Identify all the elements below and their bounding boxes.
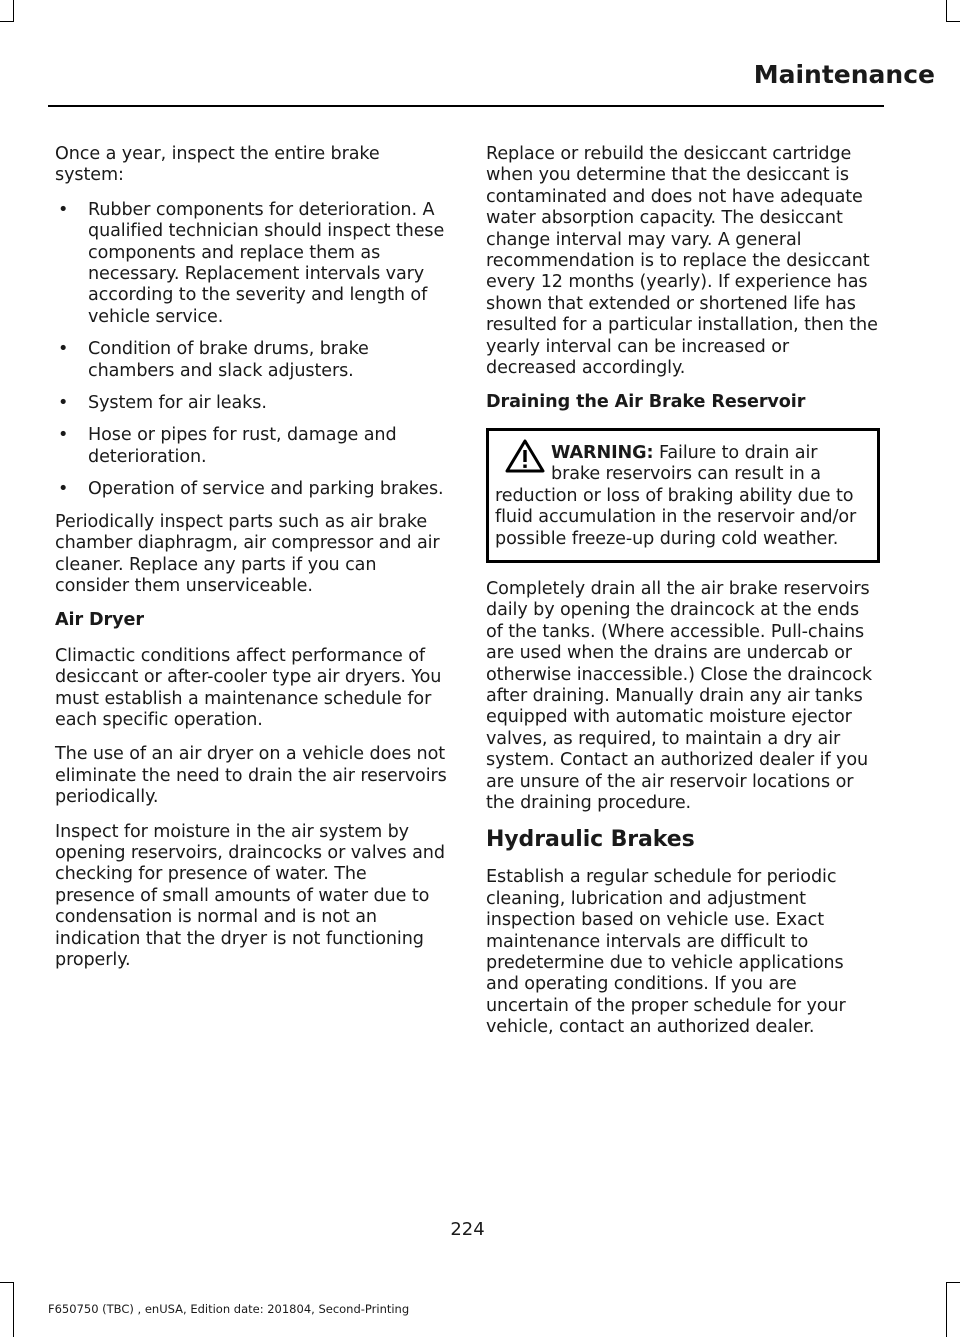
right-column xyxy=(486,144,880,1052)
crop-mark-bottom-right-horizontal xyxy=(946,1282,960,1283)
list-item-text: System for air leaks. xyxy=(88,393,267,414)
air-dryer-paragraph-3: Inspect for moisture in the air system by opening reservoirs, draincocks or valves and checking for presence of water. The presence of small amounts of water due to condensation is normal and is not an indication that the dryer is not functioning properly. xyxy=(55,821,445,970)
air-dryer-heading: Air Dryer xyxy=(55,610,144,631)
crop-mark-top-left-vertical xyxy=(13,0,14,22)
list-item xyxy=(55,339,447,382)
bullet-glyph: • xyxy=(58,199,69,220)
bullet-glyph: • xyxy=(58,479,69,500)
list-item-text: Operation of service and parking brakes. xyxy=(88,479,444,500)
crop-mark-top-right-horizontal xyxy=(946,21,960,22)
periodic-inspection-paragraph: Periodically inspect parts such as air brake chamber diaphragm, air compressor and air cleaner. Replace any parts if you can consider them unserviceable. xyxy=(55,511,440,596)
list-item xyxy=(55,479,447,500)
footer-edition: F650750 (TBC) , enUSA, Edition date: 201804, Second-Printing xyxy=(48,1302,410,1316)
list-item-text: Condition of brake drums, brake chambers and slack adjusters. xyxy=(88,339,369,381)
hydraulic-paragraph: Establish a regular schedule for periodic cleaning, lubrication and adjustment inspection based on vehicle use. Exact maintenance intervals are difficult to predetermine due to vehicle applications and operating conditions. If you are uncertain of the proper schedule for your vehicle, contact an authorized dealer. xyxy=(486,867,846,1038)
crop-mark-bottom-right-vertical xyxy=(946,1282,947,1337)
crop-mark-bottom-left-vertical xyxy=(13,1282,14,1337)
list-item xyxy=(55,393,447,414)
crop-mark-top-left-horizontal xyxy=(0,21,14,22)
desiccant-paragraph: Replace or rebuild the desiccant cartridge when you determine that the desiccant is contaminated and does not have adequate water absorption capacity. The desiccant change interval may vary. A general recommendation is to replace the desiccant every 12 months (yearly). If experience has shown that extended or shortened life has resulted for a particular installation, then the yearly interval can be increased or decreased accordingly. xyxy=(486,144,878,379)
crop-mark-bottom-left-horizontal xyxy=(0,1282,14,1283)
drain-paragraph: Completely drain all the air brake reservoirs daily by opening the draincock at the ends of the tanks. (Where accessible. Pull-chains are used when the drains are undercab or otherwise inaccessible.) Close the draincock after draining. Manually drain any air tanks equipped with automatic moisture ejector valves, as required, to maintain a dry air system. Contact an authorized dealer if you are unsure of the air reservoir locations or the draining procedure. xyxy=(486,578,872,813)
warning-triangle-icon xyxy=(505,439,545,473)
left-column xyxy=(55,144,447,984)
bullet-glyph: • xyxy=(58,393,69,414)
intro-paragraph: Once a year, inspect the entire brake system: xyxy=(55,144,380,186)
air-dryer-paragraph-2: The use of an air dryer on a vehicle does not eliminate the need to drain the air reservoirs periodically. xyxy=(55,744,447,808)
list-item xyxy=(55,200,447,328)
page-number: 224 xyxy=(450,1219,485,1240)
crop-mark-top-right-vertical xyxy=(946,0,947,22)
draining-heading: Draining the Air Brake Reservoir xyxy=(486,392,806,413)
bullet-glyph: • xyxy=(58,339,69,360)
list-item-text: Hose or pipes for rust, damage and deterioration. xyxy=(88,425,397,467)
warning-text: Failure to drain air brake reservoirs can result in a reduction or loss of braking ability due to fluid accumulation in the reservoir and/or possible freeze-up during cold weather. xyxy=(495,442,857,549)
hydraulic-brakes-heading: Hydraulic Brakes xyxy=(486,827,695,853)
air-dryer-paragraph-1: Climactic conditions affect performance of desiccant or after-cooler type air dryers. You must establish a maintenance schedule for each specific operation. xyxy=(55,645,442,730)
warning-label: WARNING: xyxy=(551,442,654,463)
list-item xyxy=(55,425,447,468)
header-divider xyxy=(48,105,884,107)
page-title: Maintenance xyxy=(753,60,935,89)
inspection-list xyxy=(55,200,447,501)
list-item-text: Rubber components for deterioration. A qualified technician should inspect these components and replace them as necessary. Replacement intervals vary according to the severity and length of vehicle service. xyxy=(88,199,445,327)
bullet-glyph: • xyxy=(58,425,69,446)
warning-box xyxy=(486,428,880,563)
